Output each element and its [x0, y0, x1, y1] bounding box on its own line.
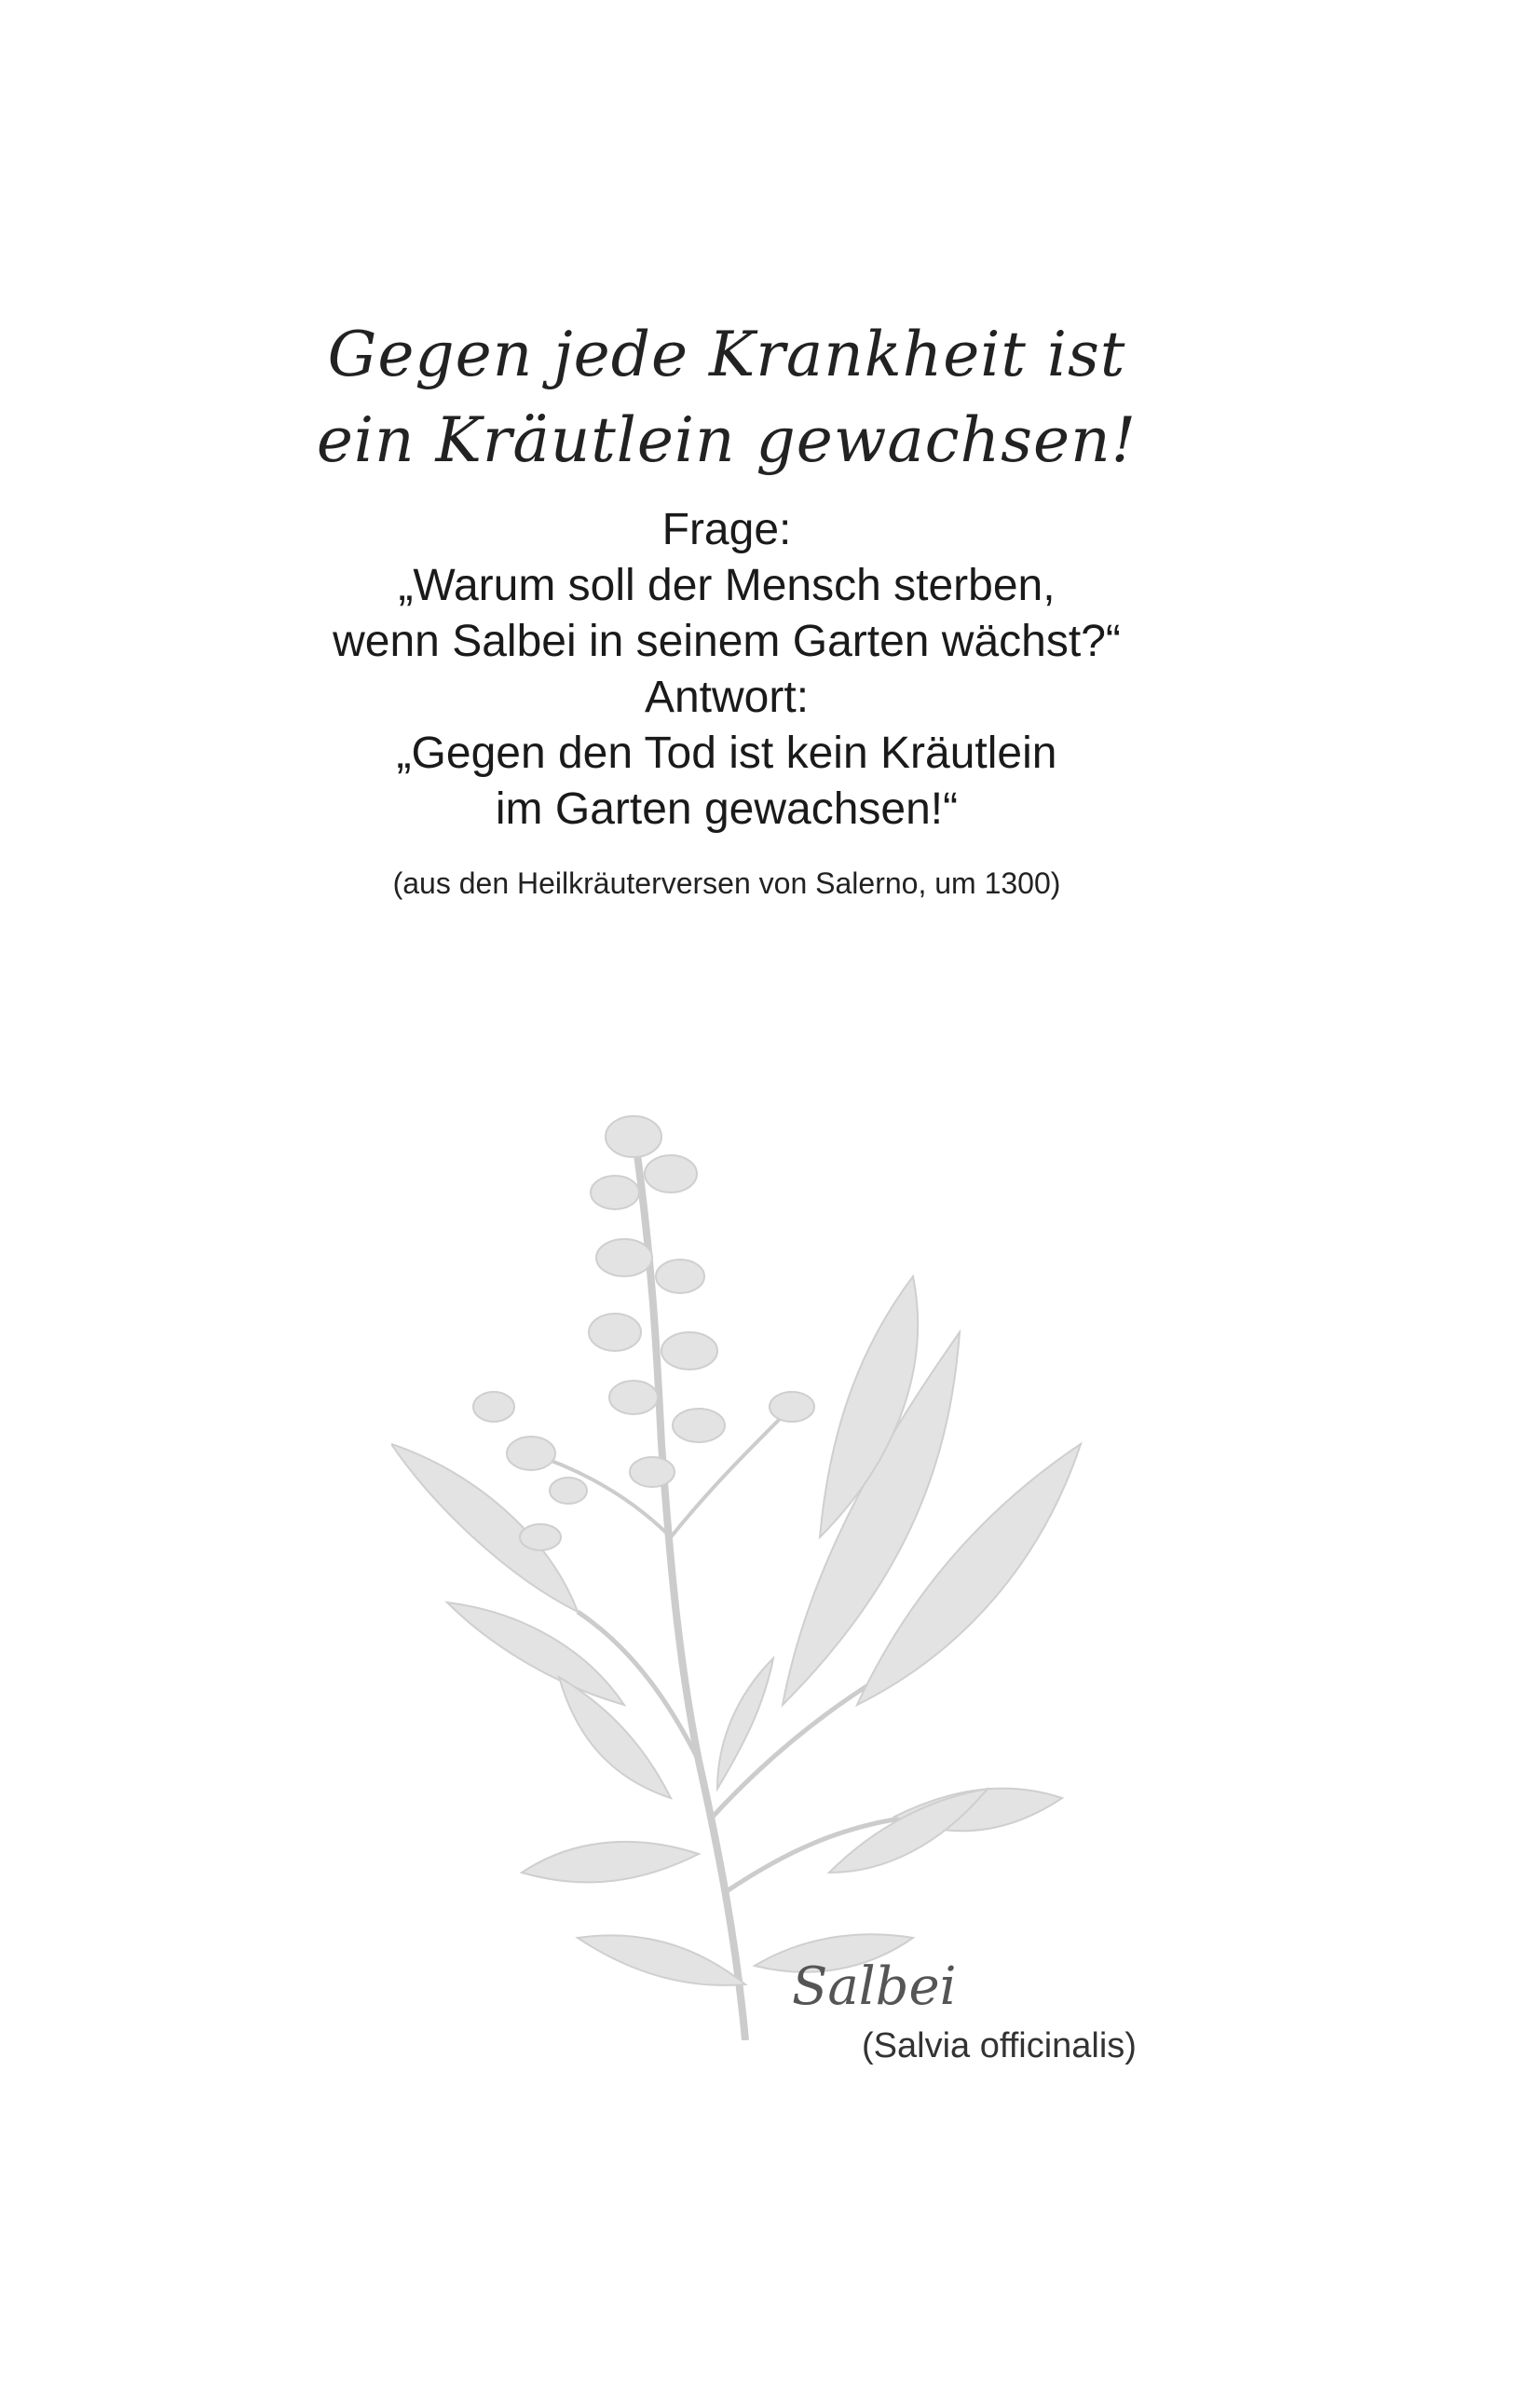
headline-line-2: ein Kräutlein gewachsen! — [316, 404, 1138, 476]
headline-line-1: Gegen jede Krankheit ist — [327, 319, 1126, 390]
verse-answer-label: Antwort: — [644, 673, 810, 722]
sage-plant-illustration — [391, 1053, 1099, 2040]
verse-question-label: Frage: — [661, 505, 792, 554]
plant-latin-name: (Salvia officinalis) — [862, 2026, 1137, 2065]
plant-name: Salbei — [792, 1956, 957, 2017]
verse-answer-line-1: „Gegen den Tod ist kein Kräutlein — [396, 729, 1057, 778]
verse-source: (aus den Heilkräuterversen von Salerno, um 1300) — [392, 866, 1061, 900]
verse-question-line-2: wenn Salbei in seinem Garten wächst?“ — [333, 617, 1121, 666]
verse-answer-line-2: im Garten gewachsen!“ — [495, 784, 959, 834]
verse-question-line-1: „Warum soll der Mensch sterben, — [398, 561, 1056, 610]
